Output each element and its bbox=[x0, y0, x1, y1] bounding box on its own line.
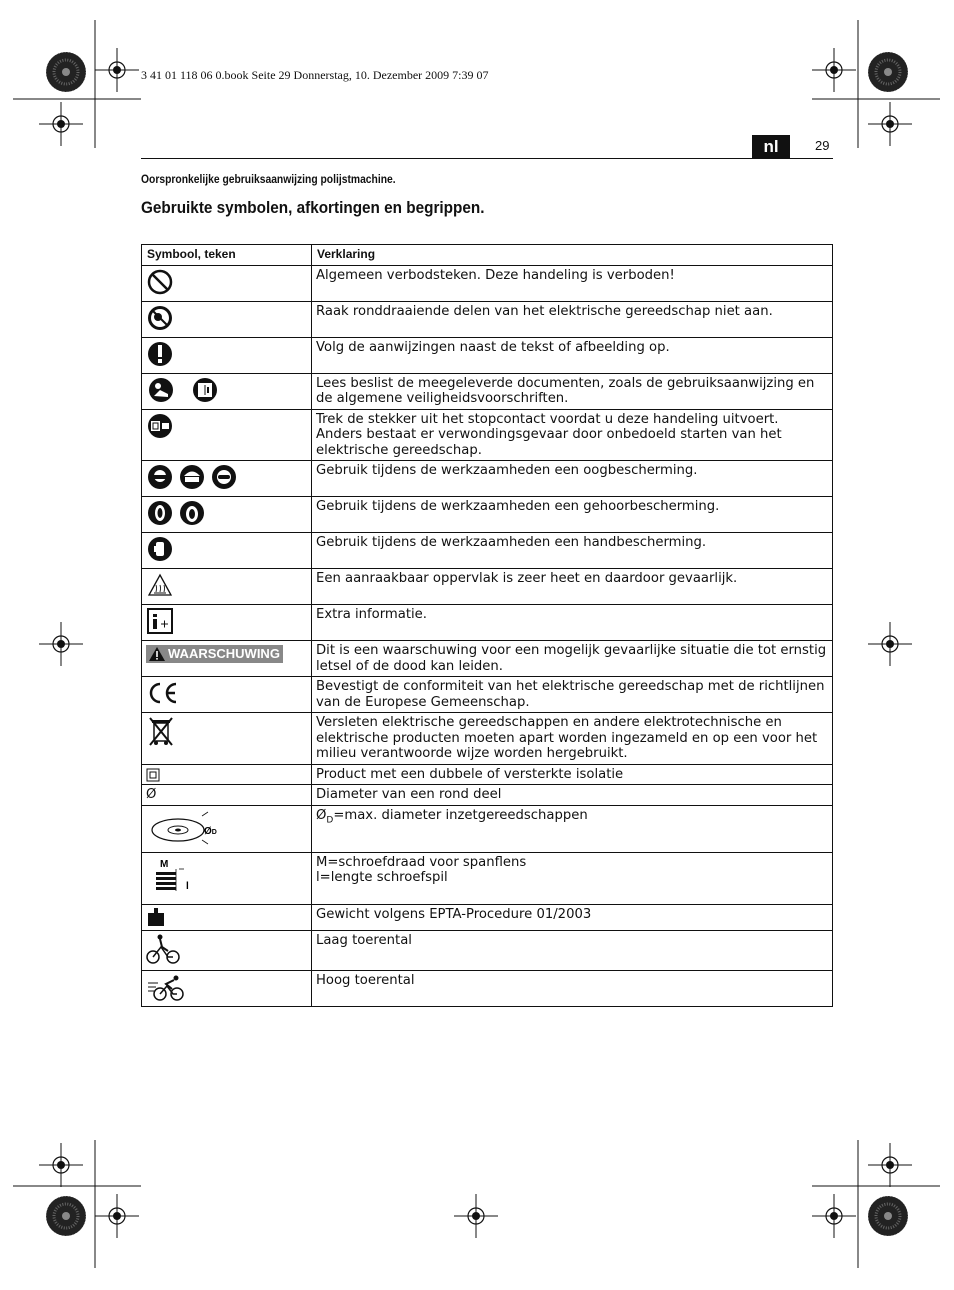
hot-surface-icon bbox=[146, 571, 174, 599]
no-touch-rotating-icon bbox=[146, 304, 174, 332]
row-text: Versleten elektrische gereedschappen en andere elektrotechnische en elektrische producten moeten apart worden ingezameld en op een voor het milieu verantwoorde wijze worden hergebruikt. bbox=[312, 713, 833, 765]
double-insulation-icon bbox=[146, 768, 160, 782]
row-text: Lees beslist de meegeleverde documenten, zoals de gebruiksaanwijzing en de algemene veiligheidsvoorschriften. bbox=[312, 373, 833, 409]
table-row bbox=[142, 641, 833, 677]
row-text: Gebruik tijdens de werkzaamheden een gehoorbescherming. bbox=[312, 497, 833, 533]
language-badge: nl bbox=[752, 135, 790, 158]
page-number: 29 bbox=[815, 138, 830, 153]
face-shield-icon bbox=[210, 463, 238, 491]
book-info-icon bbox=[190, 376, 220, 404]
row-text: Raak ronddraaiende delen van het elektrische gereedschap niet aan. bbox=[312, 301, 833, 337]
disc-diameter-icon bbox=[146, 808, 226, 850]
svg-text:M: M bbox=[160, 858, 169, 870]
table-row bbox=[142, 265, 833, 301]
row-text: Dit is een waarschuwing voor een mogelijk gevaarlijke situatie die tot ernstig letsel of de dood kan leiden. bbox=[312, 641, 833, 677]
svg-text:l: l bbox=[186, 880, 189, 892]
diameter-icon: Ø bbox=[142, 785, 312, 806]
header-rule bbox=[141, 158, 833, 159]
table-row bbox=[142, 497, 833, 533]
disc-diameter-label: ØD bbox=[204, 825, 217, 837]
row-text: Laag toerental bbox=[312, 930, 833, 970]
table-row bbox=[142, 970, 833, 1006]
table-row bbox=[142, 930, 833, 970]
row-text: Product met een dubbele of versterkte isolatie bbox=[312, 764, 833, 785]
row-text: $Ø_D=\max$. diameter inzetgereedschappen bbox=[312, 805, 833, 852]
table-row bbox=[142, 409, 833, 461]
weight-icon bbox=[146, 907, 166, 927]
table-row bbox=[142, 337, 833, 373]
table-row bbox=[142, 605, 833, 641]
column-header-explanation: Verklaring bbox=[312, 245, 833, 266]
ear-protection-icon bbox=[146, 499, 174, 527]
table-row bbox=[142, 373, 833, 409]
spindle-thread-icon bbox=[146, 855, 196, 901]
safety-goggles-icon bbox=[178, 463, 206, 491]
prohibition-icon bbox=[146, 268, 174, 296]
row-text: Volg de aanwijzingen naast de tekst of afbeelding op. bbox=[312, 337, 833, 373]
table-row bbox=[142, 569, 833, 605]
row-text: Trek de stekker uit het stopcontact voordat u deze handeling uitvoert. Anders bestaat er verwondingsgevaar door onbedoeld starten van het elektrische gereedschap. bbox=[312, 409, 833, 461]
row-text: Algemeen verbodsteken. Deze handeling is verboden! bbox=[312, 265, 833, 301]
table-row bbox=[142, 764, 833, 785]
section-title: Gebruikte symbolen, afkortingen en begrippen. bbox=[141, 198, 485, 217]
row-text: Een aanraakbaar oppervlak is zeer heet en daardoor gevaarlijk. bbox=[312, 569, 833, 605]
file-metadata: 3 41 01 118 06 0.book Seite 29 Donnerstag, 10. Dezember 2009 7:39 07 bbox=[141, 68, 489, 82]
row-text: Gebruik tijdens de werkzaamheden een handbescherming. bbox=[312, 533, 833, 569]
warning-badge bbox=[146, 645, 283, 663]
row-text: Hoog toerental bbox=[312, 970, 833, 1006]
row-text: Gewicht volgens EPTA-Procedure 01/2003 bbox=[312, 904, 833, 930]
earmuff-icon bbox=[178, 499, 206, 527]
read-manual-icon bbox=[146, 376, 176, 404]
table-row bbox=[142, 852, 833, 904]
waste-bin-icon bbox=[146, 715, 176, 749]
row-text: Diameter van een rond deel bbox=[312, 785, 833, 806]
glove-icon bbox=[146, 535, 174, 563]
row-text: Gebruik tijdens de werkzaamheden een oogbescherming. bbox=[312, 461, 833, 497]
low-speed-icon bbox=[146, 933, 180, 965]
row-text: M=schroefdraad voor spanflens l=lengte schroefspil bbox=[312, 852, 833, 904]
symbols-table bbox=[141, 244, 833, 1007]
table-row bbox=[142, 301, 833, 337]
table-row bbox=[142, 677, 833, 713]
exclamation-icon bbox=[146, 340, 174, 368]
unplug-icon bbox=[146, 412, 174, 440]
table-row bbox=[142, 533, 833, 569]
row-text: Extra informatie. bbox=[312, 605, 833, 641]
eye-protection-icon bbox=[146, 463, 174, 491]
table-header-row bbox=[142, 245, 833, 266]
table-row bbox=[142, 785, 833, 806]
table-row bbox=[142, 461, 833, 497]
column-header-symbol: Symbool, teken bbox=[142, 245, 312, 266]
ce-mark-icon bbox=[146, 679, 180, 707]
document-subtitle: Oorspronkelijke gebruiksaanwijzing polijstmachine. bbox=[141, 172, 396, 186]
table-row bbox=[142, 805, 833, 852]
warning-triangle-icon bbox=[149, 647, 165, 661]
table-row bbox=[142, 713, 833, 765]
info-icon bbox=[146, 607, 174, 635]
row-text: Bevestigt de conformiteit van het elektrische gereedschap met de richtlijnen van de Europese Gemeenschap. bbox=[312, 677, 833, 713]
table-row bbox=[142, 904, 833, 930]
high-speed-icon bbox=[146, 973, 186, 1003]
warning-badge-label: WAARSCHUWING bbox=[168, 646, 280, 661]
